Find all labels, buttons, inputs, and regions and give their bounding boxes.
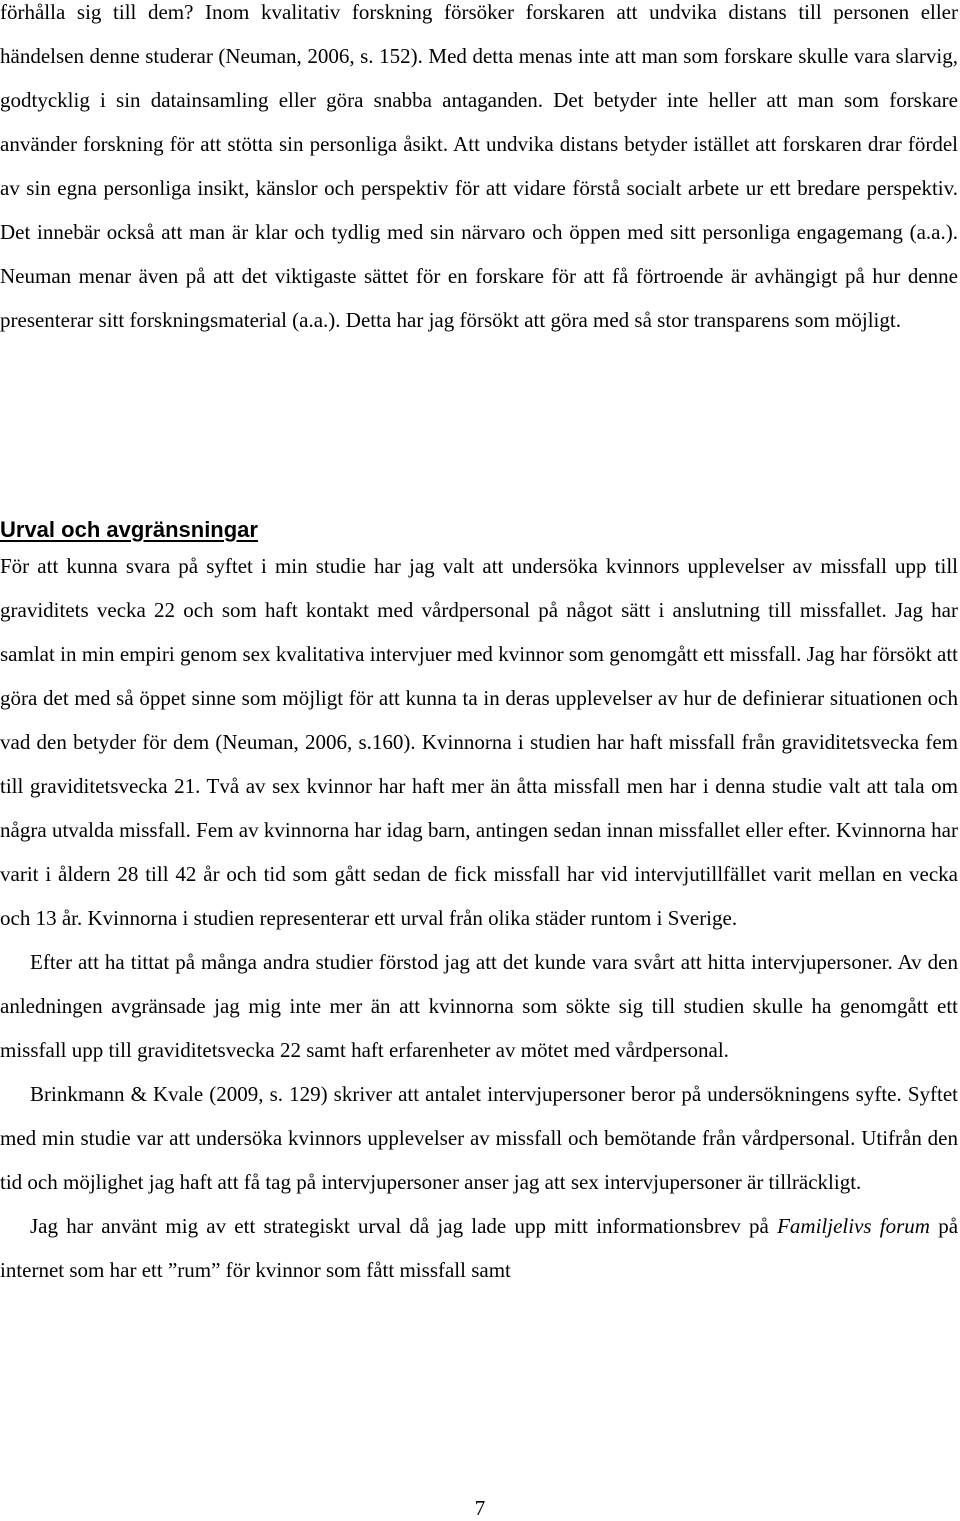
paragraph-1: För att kunna svara på syftet i min studie har jag valt att undersöka kvinnors upplevelser av missfall upp till graviditets vecka 22 och som haft kontakt med vårdpersonal på något sätt i anslutning till missfallet. Jag har samlat in min empiri genom sex kvalitativa intervjuer med kvinnor som genomgått ett missfall. Jag har försökt att göra det med så öppet sinne som möjligt för att kunna ta in deras upplevelser av hur de definierar situationen och vad den betyder för dem (Neuman, 2006, s.160). Kvinnorna i studien har haft missfall från graviditetsvecka fem till graviditetsvecka 21. Två av sex kvinnor har haft mer än åtta missfall men har i denna studie valt att tala om några utvalda missfall. Fem av kvinnorna har idag barn, antingen sedan innan missfallet eller efter. Kvinnorna har varit i åldern 28 till 42 år och tid som gått sedan de fick missfall har vid intervjutillfället varit mellan en vecka och 13 år. Kvinnorna i studien representerar ett urval från olika städer runtom i Sverige. (0, 554, 958, 930)
section-body (0, 544, 958, 1292)
page-number: 7 (474, 1496, 486, 1520)
paragraph-4-end: på internet som har ett ”rum” för kvinnor som fått missfall samt (0, 1214, 959, 1282)
paragraph-4 (0, 1204, 958, 1292)
paragraph-top: förhålla sig till dem? Inom kvalitativ forskning försöker forskaren att undvika distans till personen eller händelsen denne studerar (Neuman, 2006, s. 152). Med detta menas inte att man som forskare skulle vara slarvig, godtycklig i sin datainsamling eller göra snabba antaganden. Det betyder inte heller att man som forskare använder forskning för att stötta sin personliga åsikt. Att undvika distans betyder istället att forskaren drar fördel av sin egna personliga insikt, känslor och perspektiv för att vidare förstå socialt arbete ur ett bredare perspektiv. Det innebär också att man är klar och tydlig med sin närvaro och öppen med sitt personliga engagemang (a.a.). Neuman menar även på att det viktigaste sättet för en forskare för att få förtroende är avhängigt på hur denne presenterar sitt forskningsmaterial (a.a.). Detta har jag försökt att göra med så stor transparens som möjligt. (0, 0, 958, 332)
forum-name: Familjelivs forum (777, 1214, 930, 1238)
paragraph-4-start: Jag har använt mig av ett strategiskt urval då jag lade upp mitt informationsbrev på (30, 1214, 769, 1238)
section-heading: Urval och avgränsningar (0, 517, 258, 542)
paragraph-3: Brinkmann & Kvale (2009, s. 129) skriver att antalet intervjupersoner beror på undersökningens syfte. Syftet med min studie var att undersöka kvinnors upplevelser av missfall och bemötande från vårdpersonal. Utifrån den tid och möjlighet jag haft att få tag på intervjupersoner anser jag att sex intervjupersoner är tillräckligt. (0, 1082, 958, 1194)
paragraph-2: Efter att ha tittat på många andra studier förstod jag att det kunde vara svårt att hitta intervjupersoner. Av den anledningen avgränsade jag mig inte mer än att kvinnorna som sökte sig till studien skulle ha genomgått ett missfall upp till graviditetsvecka 22 samt haft erfarenheter av mötet med vårdpersonal. (0, 950, 958, 1062)
